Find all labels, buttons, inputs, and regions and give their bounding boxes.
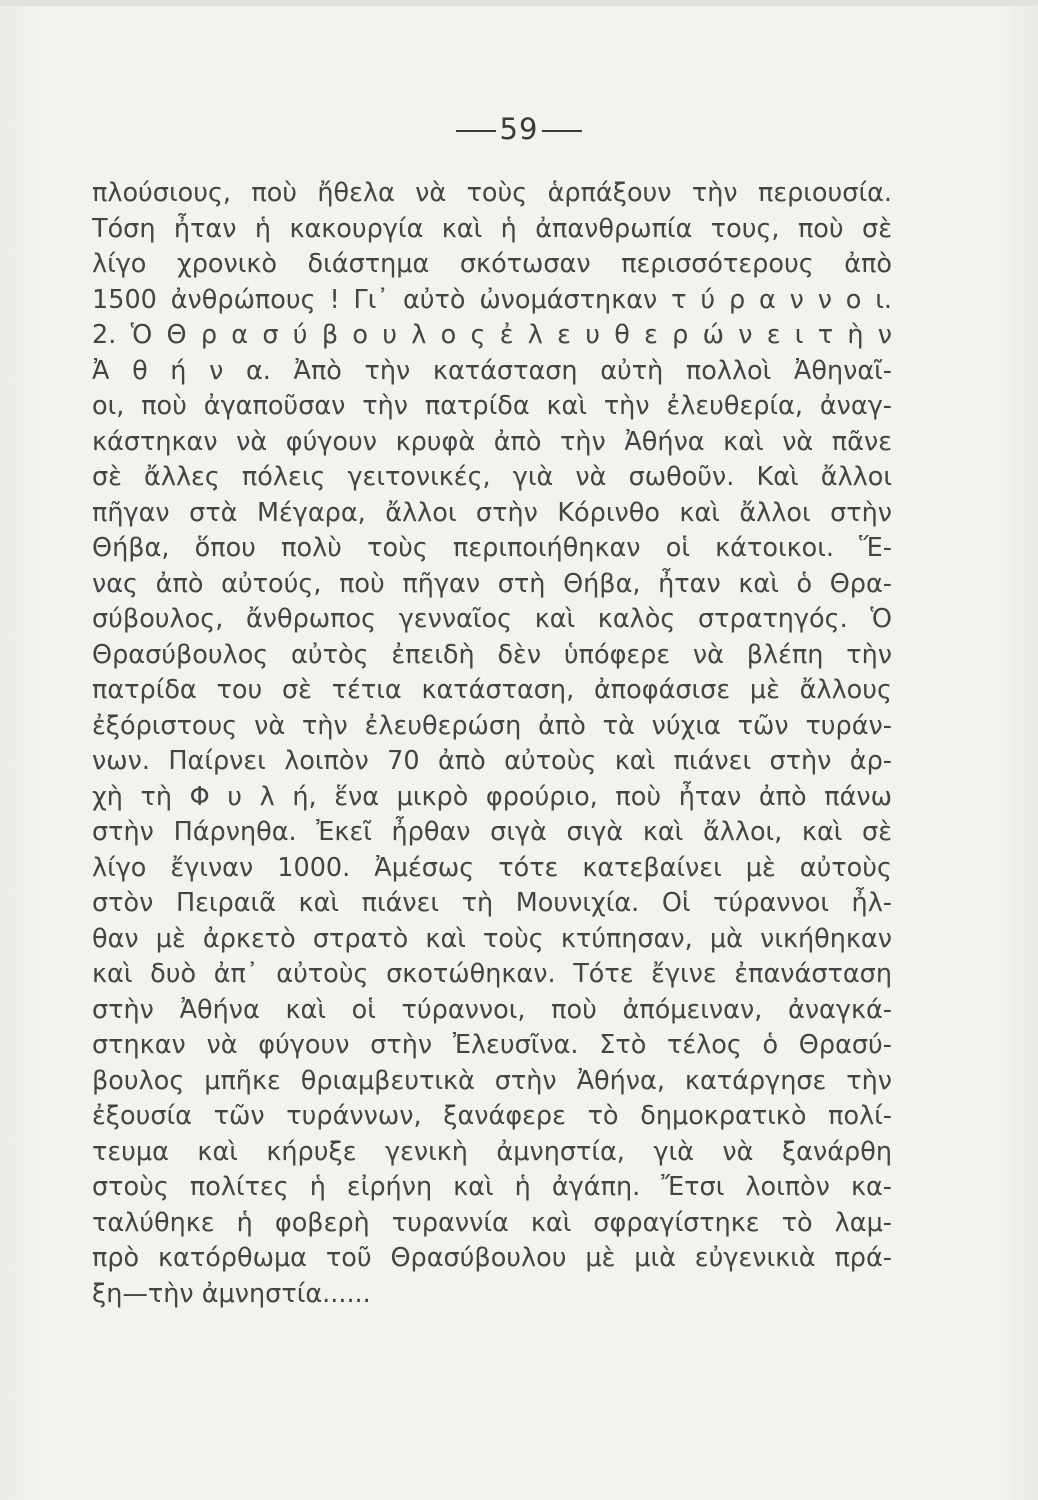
- text-line: στὴν Πάρνηθα. Ἐκεῖ ἦρθαν σιγὰ σιγὰ καὶ ἄλλοι, καὶ σὲ: [92, 817, 892, 847]
- text-line: καὶ δυὸ ἀπ᾿ αὐτοὺς σκοτώθηκαν. Τότε ἔγινε ἐπανάσταση: [92, 959, 892, 989]
- page-number: [0, 112, 1038, 146]
- text-line-last: ξη—τὴν ἀμνηστία......: [92, 1278, 371, 1309]
- text-line: στὴν Ἀθήνα καὶ οἱ τύραννοι, ποὺ ἀπόμειναν, ἀναγκά-: [92, 994, 892, 1025]
- page-edge: [0, 0, 1038, 6]
- text-line: νας ἀπὸ αὐτούς, ποὺ πῆγαν στὴ Θήβα, ἦταν καὶ ὁ Θρα-: [92, 568, 892, 599]
- text-line: σὲ ἄλλες πόλεις γειτονικές, γιὰ νὰ σωθοῦν. Καὶ ἄλλοι: [92, 462, 892, 492]
- body-text: [92, 176, 892, 1312]
- text-line: Θρασύβουλος αὐτὸς ἐπειδὴ δὲν ὑπόφερε νὰ βλέπη τὴν: [92, 639, 892, 670]
- text-line: 1500 ἀνθρώπους ! Γι᾿ αὐτὸ ὠνομάστηκαν τ ύ ρ α ν ν ο ι.: [92, 284, 892, 315]
- text-line: οι, ποὺ ἀγαποῦσαν τὴν πατρίδα καὶ τὴν ἐλευθερία, ἀναγ-: [92, 391, 892, 421]
- text-line: πλούσιους, ποὺ ἤθελα νὰ τοὺς ἁρπάξουν τὴν περιουσία.: [92, 178, 892, 208]
- text-line: θαν μὲ ἀρκετὸ στρατὸ καὶ τοὺς κτύπησαν, μὰ νικήθηκαν: [92, 923, 892, 954]
- text-line: λίγο χρονικὸ διάστημα σκότωσαν περισσότερους ἀπὸ: [92, 249, 892, 279]
- page-number-dash-right: [542, 130, 582, 132]
- text-line: λίγο ἔγιναν 1000. Ἀμέσως τότε κατεβαίνει μὲ αὐτοὺς: [92, 852, 892, 883]
- page-number-dash-left: [456, 130, 496, 132]
- text-line: κάστηκαν νὰ φύγουν κρυφὰ ἀπὸ τὴν Ἀθήνα καὶ νὰ πᾶνε: [92, 426, 892, 457]
- text-line: Τόση ἦταν ἡ κακουργία καὶ ἡ ἀπανθρωπία τους, ποὺ σὲ: [92, 213, 892, 244]
- text-line: ἐξόριστους νὰ τὴν ἐλευθερώση ἀπὸ τὰ νύχια τῶν τυράν-: [92, 710, 892, 741]
- text-line: πατρίδα του σὲ τέτια κατάσταση, ἀποφάσισε μὲ ἄλλους: [92, 675, 892, 705]
- text-line: σύβουλος, ἄνθρωπος γενναῖος καὶ καλὸς στρατηγός. Ὁ: [92, 604, 892, 634]
- text-line: στηκαν νὰ φύγουν στὴν Ἐλευσῖνα. Στὸ τέλος ὁ Θρασύ-: [92, 1030, 892, 1060]
- text-line: Θήβα, ὅπου πολὺ τοὺς περιποιήθηκαν οἱ κάτοικοι. Ἕ-: [92, 533, 892, 563]
- text-line: νων. Παίρνει λοιπὸν 70 ἀπὸ αὐτοὺς καὶ πιάνει στὴν ἀρ-: [92, 746, 892, 776]
- text-line: ἐξουσία τῶν τυράννων, ξανάφερε τὸ δημοκρατικὸ πολί-: [92, 1101, 892, 1131]
- text-line: πῆγαν στὰ Μέγαρα, ἄλλοι στὴν Κόρινθο καὶ ἄλλοι στὴν: [92, 497, 892, 528]
- text-line: πρὸ κατόρθωμα τοῦ Θρασύβουλου μὲ μιὰ εὐγενικιὰ πρά-: [92, 1243, 892, 1273]
- text-line: βουλος μπῆκε θριαμβευτικὰ στὴν Ἀθήνα, κατάργησε τὴν: [92, 1065, 892, 1096]
- page-number-value: 59: [499, 112, 539, 146]
- text-line: χὴ τὴ Φ υ λ ή, ἕνα μικρὸ φρούριο, ποὺ ἦταν ἀπὸ πάνω: [92, 781, 892, 812]
- text-line: ταλύθηκε ἡ φοβερὴ τυραννία καὶ σφραγίστηκε τὸ λαμ-: [92, 1207, 892, 1238]
- text-line: στοὺς πολίτες ἡ εἰρήνη καὶ ἡ ἀγάπη. Ἔτσι λοιπὸν κα-: [92, 1172, 892, 1202]
- section-heading-line: 2. Ὁ Θ ρ α σ ύ β ο υ λ ο ς ἐ λ ε υ θ ε ρ ώ ν ε ι τ ὴ ν: [92, 320, 892, 350]
- text-line: τευμα καὶ κήρυξε γενικὴ ἀμνηστία, γιὰ νὰ ξανάρθη: [92, 1136, 892, 1167]
- text-line: Ἀ θ ή ν α. Ἀπὸ τὴν κατάσταση αὐτὴ πολλοὶ Ἀθηναῖ-: [92, 355, 892, 386]
- text-line: στὸν Πειραιᾶ καὶ πιάνει τὴ Μουνιχία. Οἱ τύραννοι ἦλ-: [92, 888, 892, 918]
